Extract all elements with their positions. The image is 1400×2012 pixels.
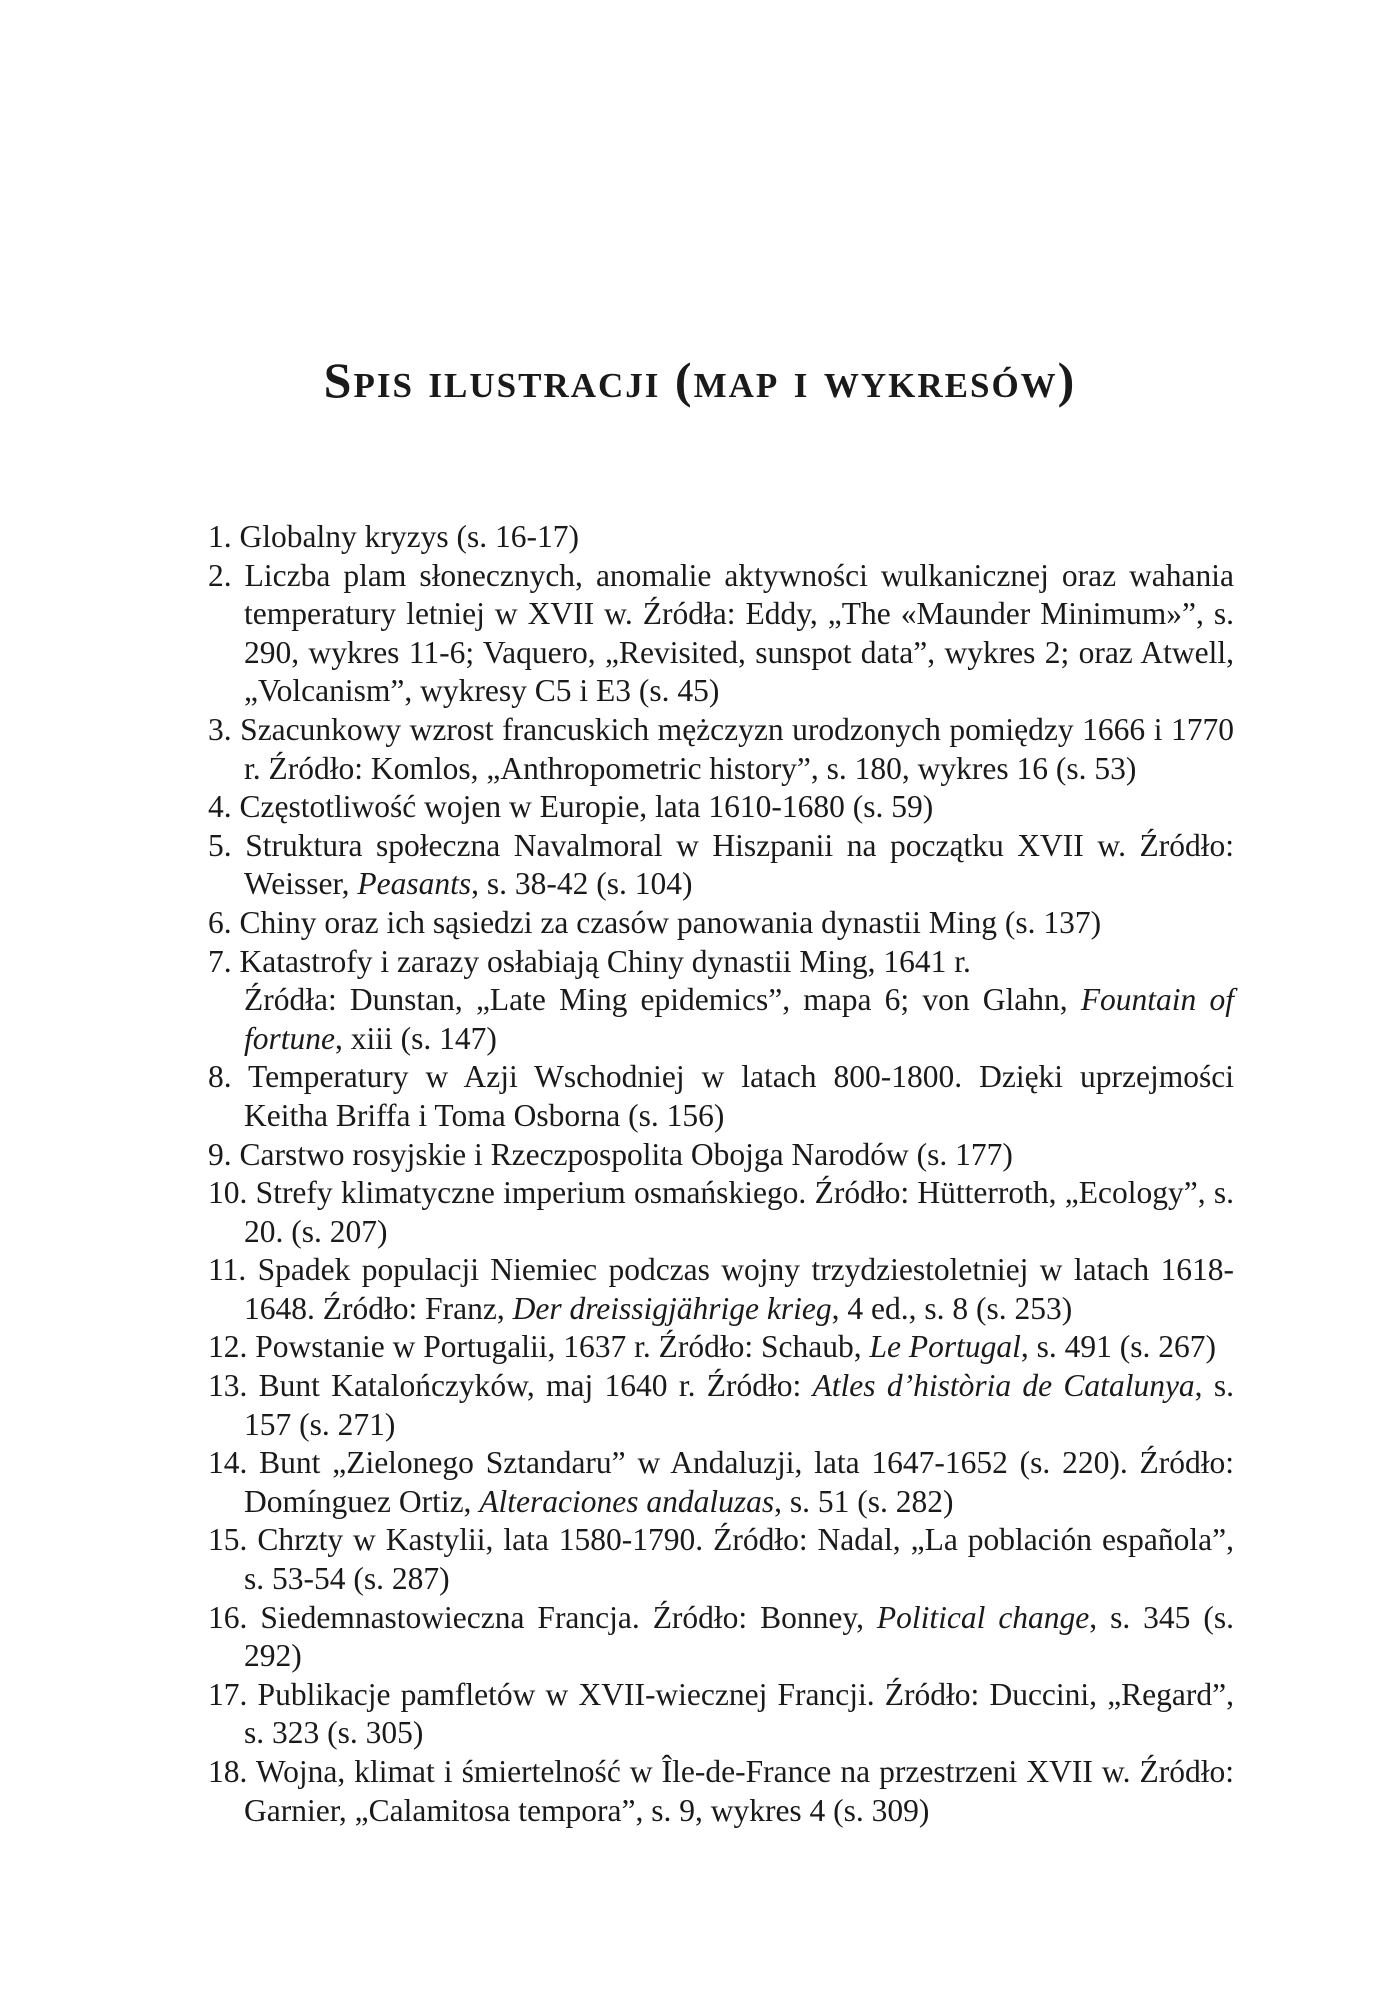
italic-title: Fountain of fortune [244, 982, 1234, 1056]
item-number: 9. [208, 1136, 240, 1172]
entry-text: Częstotliwość wojen w Europie, lata 1610-1680 (s. 59) [239, 789, 934, 825]
list-item [208, 1136, 1234, 1175]
list-item [208, 1444, 1234, 1521]
entry-text: Bunt „Zielonego Sztandaru” w Andaluzji, lata 1647-1652 (s. 220). Źródło: Domínguez Ortiz, [244, 1445, 1234, 1519]
item-number: 14. [208, 1445, 260, 1481]
page-title: Spis ilustracji (map i wykresów) [323, 352, 1077, 408]
entry-text: Wojna, klimat i śmiertelność w Île-de-France na przestrzeni XVII w. Źródło: Garnier, „Calamitosa tempora”, s. 9, wykres 4 (s. 309) [244, 1754, 1234, 1828]
item-number: 6. [208, 904, 240, 940]
item-number: 17. [208, 1676, 258, 1712]
italic-title: Political change [876, 1599, 1090, 1635]
list-item [208, 711, 1234, 788]
item-number: 12. [208, 1329, 256, 1365]
entry-text: Struktura społeczna Navalmoral w Hiszpanii na początku XVII w. Źródło: Weisser, [244, 827, 1235, 902]
item-number: 13. [208, 1368, 259, 1404]
list-item [208, 943, 1234, 1059]
entry-text: Chrzty w Kastylii, lata 1580-1790. Źródło: Nadal, „La población española”, s. 53-54 (s. 287) [244, 1522, 1235, 1597]
list-item [208, 557, 1234, 711]
entry-text: Spadek populacji Niemiec podczas wojny trzydziestoletniej w latach 1618-1648. Źródło: Franz, [244, 1252, 1234, 1326]
list-item [208, 1251, 1234, 1328]
entry-text: Publikacje pamfletów w XVII-wiecznej Francji. Źródło: Duccini, „Regard”, s. 323 (s. 305) [244, 1676, 1234, 1751]
item-number: 18. [208, 1754, 256, 1789]
item-number: 8. [208, 1059, 249, 1095]
entry-text: , xiii (s. 147) [335, 1020, 497, 1056]
entry-text: , s. 38-42 (s. 104) [471, 866, 693, 902]
list-item [208, 1174, 1234, 1251]
list-item [208, 1328, 1234, 1367]
italic-title: Le Portugal [869, 1329, 1021, 1365]
entry-text: , s. 491 (s. 267) [1020, 1329, 1216, 1365]
entry-text: , s. 157 (s. 271) [244, 1368, 1234, 1442]
item-number: 5. [208, 827, 246, 863]
entry-text: Katastrofy i zarazy osłabiają Chiny dynastii Ming, 1641 r. [239, 943, 971, 979]
entry-text: , s. 51 (s. 282) [774, 1483, 954, 1519]
italic-title: Atles d’història de Catalunya [812, 1368, 1195, 1404]
list-item [208, 1058, 1234, 1135]
list-item [208, 827, 1234, 904]
item-number: 15. [208, 1522, 258, 1558]
entry-text: Źródła: Dunstan, „Late Ming epidemics”, mapa 6; von Glahn, [244, 982, 1081, 1018]
item-number: 1. [208, 519, 240, 554]
list-item [208, 1521, 1234, 1598]
italic-title: Der dreissigjährige krieg [512, 1290, 832, 1326]
item-number: 10. [208, 1175, 256, 1211]
entry-text: Powstanie w Portugalii, 1637 r. Źródło: Schaub, [255, 1329, 870, 1365]
entry-text: Bunt Katalończyków, maj 1640 r. Źródło: [258, 1368, 813, 1404]
list-item [208, 518, 1234, 557]
item-number: 7. [208, 943, 240, 979]
item-number: 11. [208, 1252, 258, 1288]
illustration-list [208, 518, 1234, 1830]
entry-text: Chiny oraz ich sąsiedzi za czasów panowania dynastii Ming (s. 137) [239, 904, 1102, 940]
entry-text: , 4 ed., s. 8 (s. 253) [831, 1290, 1073, 1326]
italic-title: Peasants [357, 866, 472, 902]
entry-text: Szacunkowy wzrost francuskich mężczyzn urodzonych pomiędzy 1666 i 1770 r. Źródło: Komlos, „Anthropometric history”, s. 180, wykres 16 (s. 53) [240, 711, 1234, 786]
entry-text: Temperatury w Azji Wschodniej w latach 800-1800. Dzięki uprzejmości Keitha Briffa i Toma Osborna (s. 156) [244, 1059, 1234, 1133]
entry-text: Liczba plam słonecznych, anomalie aktywności wulkanicznej oraz wahania temperatury letniej w XVII w. Źródła: Eddy, „The «Maunder Minimum»”, s. 290, wykres 11-6; Vaquero, „Revisited, sunspot data”, wykres 2; oraz Atwell, „Volcanism”, wykresy C5 i E3 (s. 45) [244, 557, 1235, 709]
list-item [208, 1753, 1234, 1830]
list-item [208, 1367, 1234, 1444]
list-item [208, 904, 1234, 943]
entry-text: Carstwo rosyjskie i Rzeczpospolita Obojga Narodów (s. 177) [239, 1136, 1013, 1172]
entry-text: Strefy klimatyczne imperium osmańskiego. Źródło: Hütterroth, „Ecology”, s. 20. (s. 207) [244, 1175, 1234, 1249]
list-item [208, 788, 1234, 827]
list-item [208, 1599, 1234, 1676]
entry-text: Globalny kryzys (s. 16-17) [239, 519, 579, 554]
list-item [208, 1676, 1234, 1753]
item-number: 16. [208, 1599, 261, 1635]
item-number: 3. [208, 711, 241, 747]
item-number: 4. [208, 789, 240, 825]
entry-text: , s. 345 (s. 292) [244, 1599, 1234, 1674]
italic-title: Alteraciones andaluzas [479, 1483, 775, 1519]
item-number: 2. [208, 557, 245, 593]
entry-text: Siedemnastowieczna Francja. Źródło: Bonney, [260, 1599, 877, 1635]
